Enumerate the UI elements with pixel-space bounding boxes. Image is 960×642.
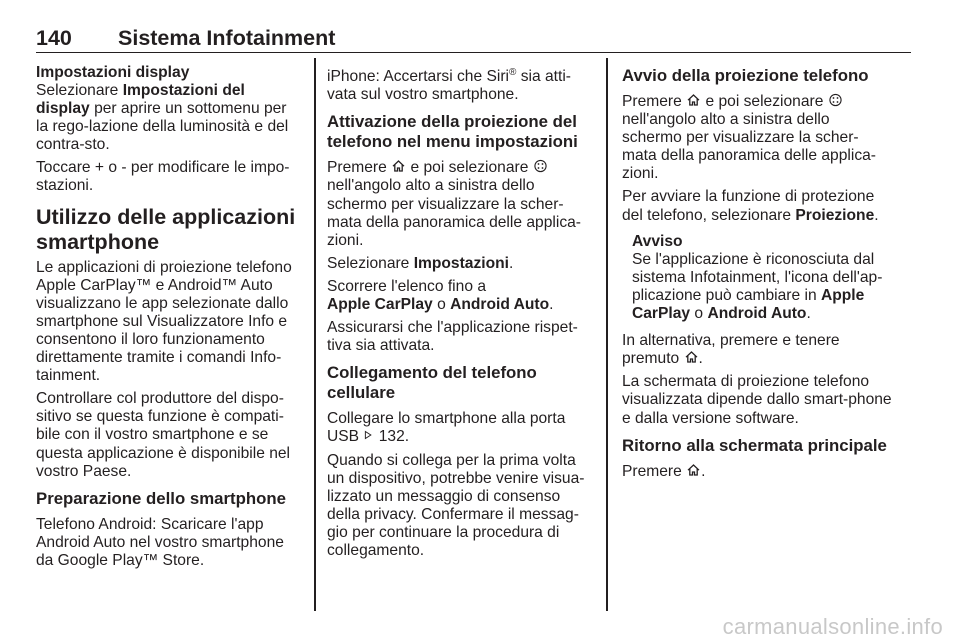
start-projection-heading: Avvio della proiezione telefono xyxy=(622,66,869,85)
note-text: Se l'applicazione è riconosciuta dal sistema Infotainment, l'icona dell'ap-plicazione può cambiare in Apple CarPlay o Android Auto. xyxy=(632,250,883,323)
page-header xyxy=(36,26,911,53)
compatibility-paragraph: Controllare col produttore del dispo-sitivo se questa funzione è compati-bile con il vostro smartphone e se questa applicazione è disponibile nel vostro Paese. xyxy=(36,390,291,480)
usb-paragraph: Collegare lo smartphone alla porta USB 132. xyxy=(327,410,566,446)
column-left xyxy=(36,64,302,575)
apps-icon xyxy=(533,159,548,173)
section-title: Sistema Infotainment xyxy=(118,26,336,50)
column-divider xyxy=(606,58,608,611)
privacy-paragraph: Quando si collega per la prima volta un dispositivo, potrebbe venire visua-lizzato un messaggio di consenso della privacy. Confermare il messag-gio per continuare la procedura di collegamento. xyxy=(327,451,585,559)
projection-intro-paragraph: Le applicazioni di proiezione telefono Apple CarPlay™ e Android™ Auto visualizzano le app selezionate dallo smartphone sul Visualizzatore Info e consentono il loro funzionamento direttamente tramite i comandi Info-tainment. xyxy=(36,258,292,385)
apps-icon xyxy=(828,93,843,107)
iphone-paragraph: iPhone: Accertarsi che Siri® sia atti-vata sul vostro smartphone. xyxy=(327,67,571,104)
column-middle xyxy=(327,64,593,565)
android-paragraph: Telefono Android: Scaricare l'app Android Auto nel vostro smartphone da Google Play™ Store. xyxy=(36,515,284,569)
return-home-heading: Ritorno alla schermata principale xyxy=(622,435,887,455)
return-home-paragraph: Premere . xyxy=(622,462,706,480)
select-settings-paragraph: Selezionare Impostazioni. xyxy=(327,254,514,272)
start-steps-paragraph: Premere e poi selezionare nell'angolo alto a sinistra dello schermo per visualizzare la scher-mata della panoramica delle applica-zioni. xyxy=(622,93,876,183)
screen-depends-paragraph: La schermata di proiezione telefono visualizzata dipende dallo smart-phone e dalla versione software. xyxy=(622,373,892,427)
page-number: 140 xyxy=(36,26,72,50)
column-right xyxy=(622,64,892,486)
watermark: carmanualsonline.info xyxy=(722,614,943,639)
activation-steps-paragraph: Premere e poi selezionare nell'angolo alto a sinistra dello schermo per visualizzare la scher-mata della panoramica delle applica-zioni. xyxy=(327,159,581,249)
page-reference-icon xyxy=(363,428,374,442)
activation-heading: Attivazione della proiezione del telefono nel menu impostazioni xyxy=(327,112,578,152)
home-icon xyxy=(686,463,701,477)
projection-select-paragraph: Per avviare la funzione di protezione del telefono, selezionare Proiezione. xyxy=(622,188,879,224)
connect-phone-heading: Collegamento del telefono cellulare xyxy=(327,363,537,403)
smartphone-apps-heading: Utilizzo delle applicazioni smartphone xyxy=(36,204,296,254)
home-icon xyxy=(684,350,699,364)
home-icon xyxy=(391,159,406,173)
note-box xyxy=(632,233,892,323)
display-settings-paragraph: Selezionare Impostazioni del display per aprire un sottomenu per la rego-lazione della luminosità e del contra-sto. xyxy=(36,82,289,154)
note-title: Avviso xyxy=(632,232,683,250)
display-settings-heading: Impostazioni display xyxy=(36,64,190,81)
home-icon xyxy=(686,93,701,107)
ensure-active-paragraph: Assicurarsi che l'applicazione rispet-tiva sia attivata. xyxy=(327,319,578,355)
adjust-paragraph: Toccare + o - per modificare le impo-stazioni. xyxy=(36,159,290,195)
scroll-list-paragraph: Scorrere l'elenco fino a Apple CarPlay o Android Auto. xyxy=(327,277,554,314)
alternative-paragraph: In alternativa, premere e tenere premuto . xyxy=(622,332,840,368)
smartphone-prep-heading: Preparazione dello smartphone xyxy=(36,488,286,508)
column-divider xyxy=(314,58,316,611)
